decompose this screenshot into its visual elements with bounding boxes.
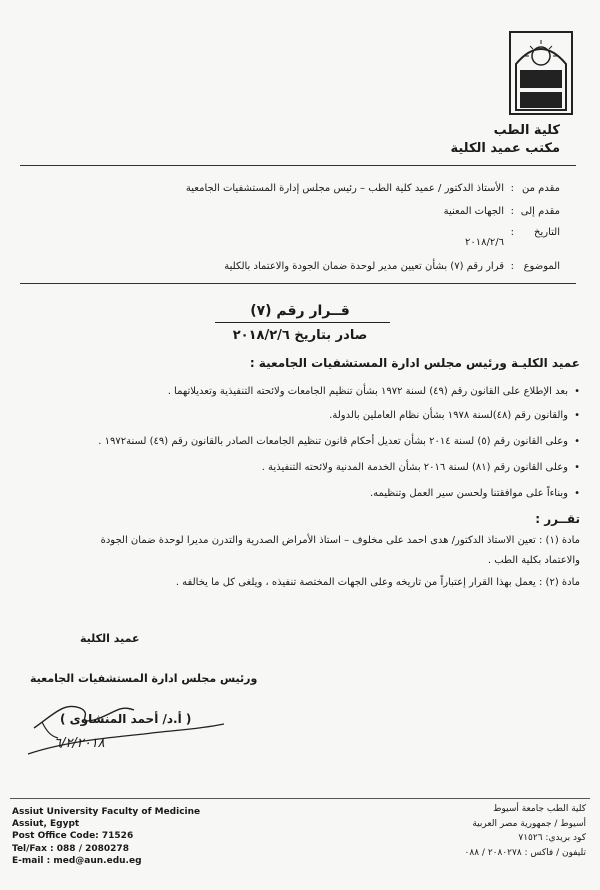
meta-colon: : [510, 206, 514, 217]
footer-ar-line: كود بريدي: ٧١٥٢٦ [518, 833, 586, 844]
dean-office: مكتب عميد الكلية [450, 141, 560, 156]
meta-value-from: الأستاذ الدكتور / عميد كلية الطب – رئيس مجلس إدارة المستشفيات الجامعية [185, 183, 504, 194]
meta-colon: : [510, 183, 514, 194]
signatory-name: ( أ.د/ أحمد المنشاوى ) [60, 712, 192, 726]
footer-english [12, 806, 242, 867]
article-1: مادة (١) : تعين الاستاذ الدكتور/ هدى احمد على مخلوف – استاذ الأمراض الصدرية والتدرن مديرا لوحدة ضمان الجودة [100, 535, 580, 546]
recital-item: • بعد الإطلاع على القانون رقم (٤٩) لسنة ١٩٧٢ بشأن تنظيم الجامعات ولائحته التنفيذية وتعديلاتهما . [38, 386, 568, 397]
footer-email[interactable]: E-mail : med@aun.edu.eg [12, 855, 142, 866]
decision-intro: عميد الكليـة ورئيس مجلس ادارة المستشفيات الجامعية : [249, 356, 580, 370]
handwritten-date: ٦/٢/٢٠١٨ [54, 736, 105, 751]
meta-label-subject: الموضوع [523, 261, 560, 272]
article-1-continued: والاعتماد بكلية الطب . [487, 555, 580, 566]
footer-en-line: Assiut, Egypt [12, 819, 80, 830]
signatory-title-chair: ورئيس مجلس ادارة المستشفيات الجامعية [30, 672, 258, 685]
meta-value-date: ٢٠١٨/٢/٦ [465, 237, 504, 248]
meta-rule [20, 283, 576, 284]
article-2: مادة (٢) : يعمل بهذا القرار إعتباراً من تاريخه وعلى الجهات المختصة تنفيذه ، ويلغى كل ما يخالفه . [175, 577, 580, 588]
meta-label-to: مقدم إلى [520, 206, 560, 217]
meta-value-to: الجهات المعنية [443, 206, 504, 217]
recital-item: • وعلى القانون رقم (٥) لسنة ٢٠١٤ بشأن تعديل أحكام قانون تنظيم الجامعات الصادر بالقانون رقم (٤٩) لسنة١٩٧٢ . [38, 436, 568, 447]
decision-date: صادر بتاريخ ٢٠١٨/٢/٦ [232, 328, 368, 343]
footer-rule [10, 798, 590, 799]
recital-item: • وعلى القانون رقم (٨١) لسنة ٢٠١٦ بشأن الخدمة المدنية ولائحته التنفيذية . [38, 462, 568, 473]
footer-en-line: Post Office Code: 71526 [12, 831, 134, 842]
recital-item: • وبناءاً على موافقتنا ولحسن سير العمل وتنظيمه. [38, 488, 568, 499]
faculty-name: كلية الطب [493, 123, 560, 138]
footer-ar-line: تليفون / فاكس : ٢٠٨٠٢٧٨ / ٠٨٨ [464, 848, 586, 859]
title-underline [215, 322, 390, 323]
footer-en-line: Tel/Fax : 088 / 2080278 [12, 843, 129, 854]
signatory-title-dean: عميد الكلية [80, 632, 140, 645]
footer-ar-line: أسيوط / جمهورية مصر العربية [472, 818, 586, 829]
meta-colon: : [510, 227, 514, 238]
decision-title: قــرار رقم (٧) [250, 303, 350, 319]
footer-ar-line: كلية الطب جامعة أسيوط [493, 804, 586, 814]
decides-heading: تقــرر : [535, 512, 580, 526]
meta-value-subject: قرار رقم (٧) بشأن تعيين مدير لوحدة ضمان الجودة والاعتماد بالكلية [224, 261, 504, 272]
footer-arabic [356, 802, 586, 861]
university-logo [508, 30, 574, 116]
meta-label-from: مقدم من [521, 183, 560, 194]
header-rule [20, 165, 576, 166]
recital-item: • والقانون رقم (٤٨)لسنة ١٩٧٨ بشأن نظام العاملين بالدولة. [38, 410, 568, 421]
meta-colon: : [510, 261, 514, 272]
footer-en-line: Assiut University Faculty of Medicine [12, 807, 201, 817]
meta-label-date: التاريخ [534, 227, 560, 238]
